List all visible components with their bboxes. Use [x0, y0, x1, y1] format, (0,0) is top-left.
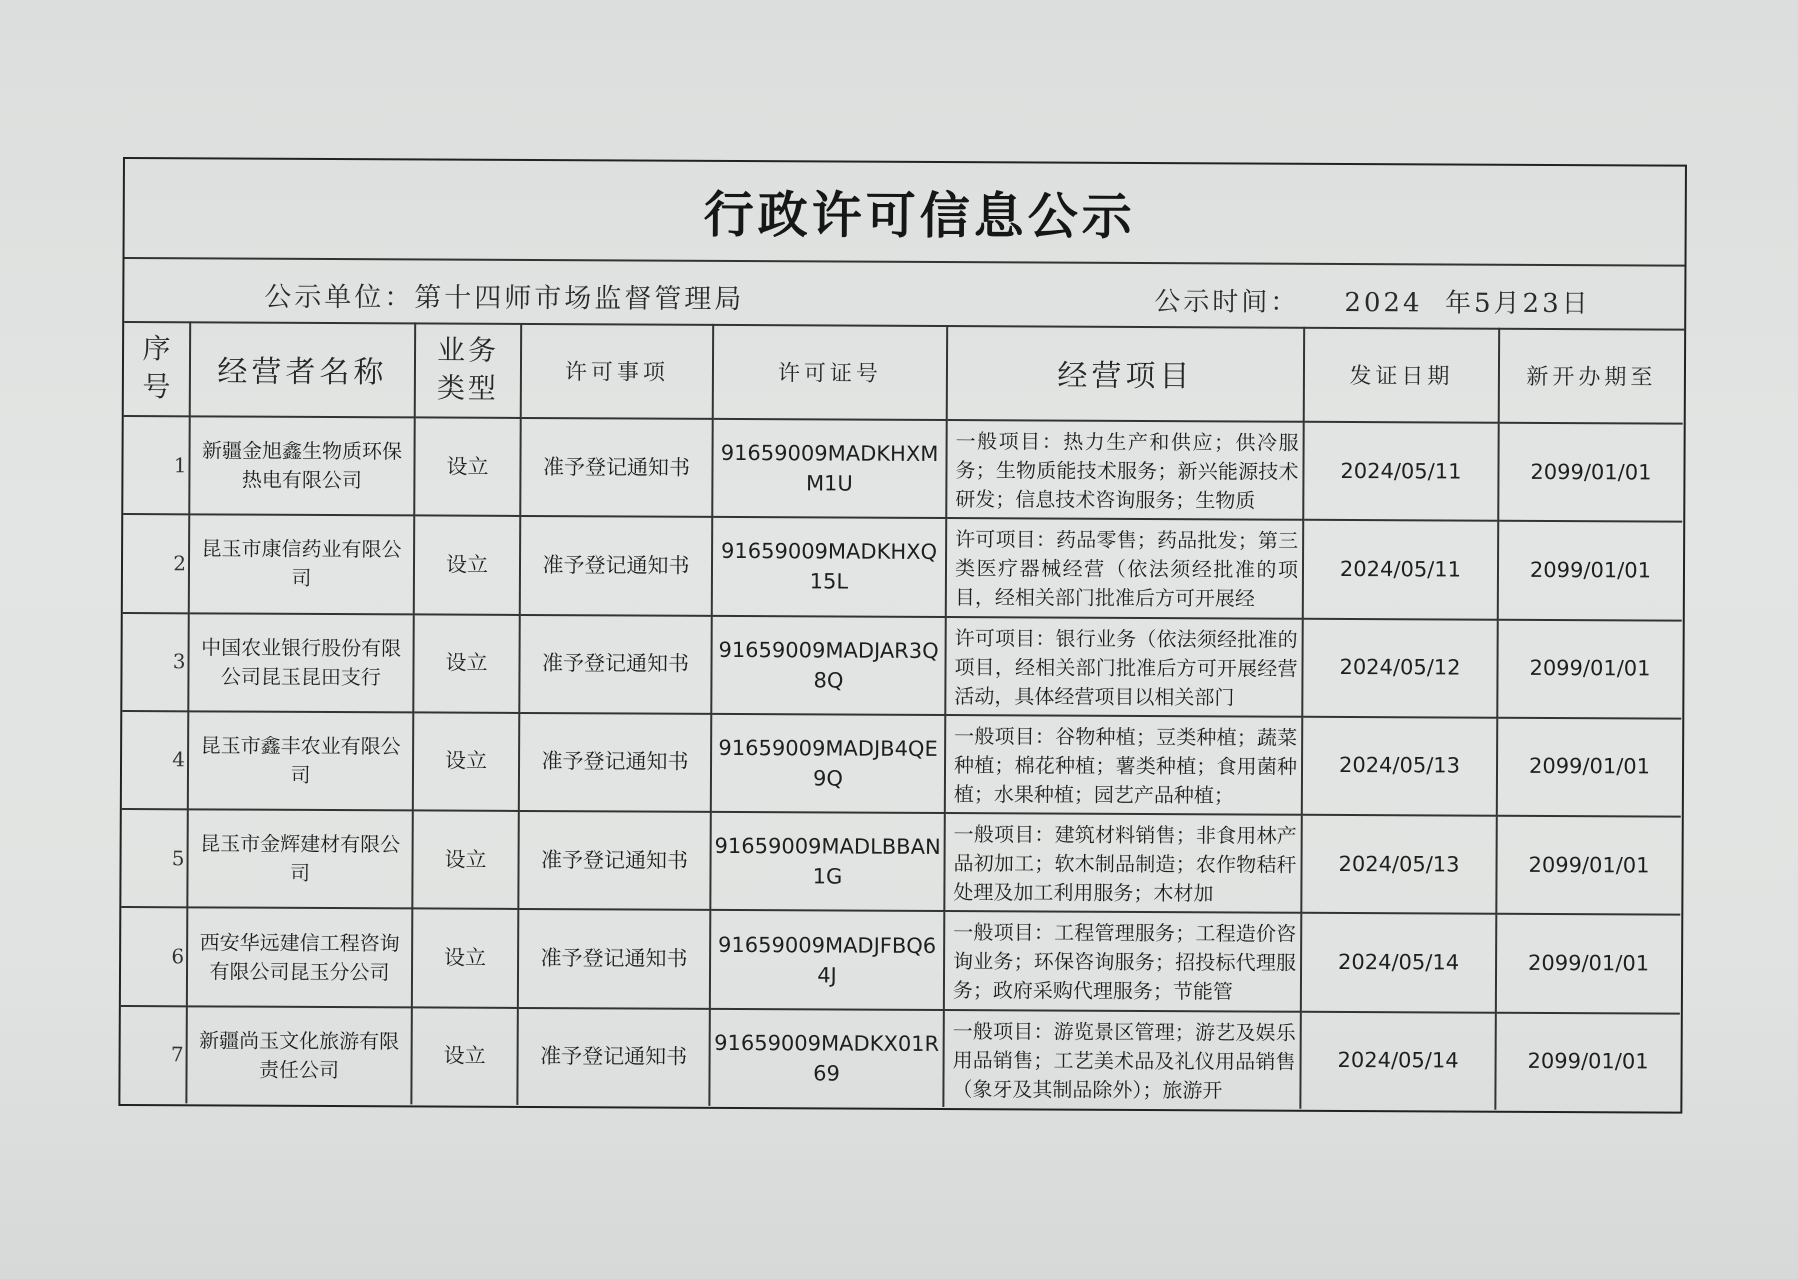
- row-seq: 3: [122, 613, 188, 712]
- header-matter: 许可事项: [521, 323, 713, 419]
- row-operator-name: 中国农业银行股份有限公司昆玉昆田支行: [188, 613, 413, 712]
- row-seq: 5: [121, 809, 187, 908]
- row-issue-date: 2024/05/14: [1300, 1011, 1495, 1109]
- table-row: [122, 711, 1681, 817]
- row-business-scope: 一般项目：热力生产和供应；供冷服务；生物质能技术服务；新兴能源技术研发；信息技术咨询服务；生物质: [946, 420, 1303, 520]
- row-business-scope: 一般项目：谷物种植；豆类种植；蔬菜种植；棉花种植；薯类种植；食用菌种植；水果种植；园艺产品种植；: [945, 715, 1302, 815]
- header-issue-date: 发证日期: [1304, 327, 1499, 423]
- row-license-number: 91659009MADJFBQ64J: [710, 910, 944, 1009]
- row-valid-to: 2099/01/01: [1498, 423, 1682, 522]
- row-issue-date: 2024/05/13: [1301, 815, 1496, 914]
- row-issue-date: 2024/05/13: [1302, 717, 1497, 816]
- row-business-type: 设立: [412, 811, 518, 910]
- header-license: 许可证号: [713, 324, 947, 420]
- row-operator-name: 昆玉市鑫丰农业有限公司: [188, 711, 413, 810]
- row-issue-date: 2024/05/14: [1301, 913, 1496, 1012]
- title-row: [125, 159, 1685, 267]
- table-row: [122, 613, 1681, 719]
- row-operator-name: 西安华远建信工程咨询有限公司昆玉分公司: [187, 908, 412, 1007]
- row-business-scope: 一般项目：工程管理服务；工程造价咨询业务；环保咨询服务；招投标代理服务；政府采购代理服务；节能管: [944, 911, 1301, 1011]
- publish-time-text: 公示时间： 2024 年5月23日: [1154, 287, 1591, 320]
- table-row: [120, 1006, 1679, 1111]
- row-business-type: 设立: [413, 614, 519, 713]
- row-business-type: 设立: [411, 1007, 517, 1105]
- info-row: [124, 257, 1684, 331]
- row-issue-date: 2024/05/12: [1302, 618, 1497, 717]
- header-seq: 序号: [124, 321, 190, 416]
- row-valid-to: 2099/01/01: [1496, 816, 1680, 915]
- row-business-type: 设立: [412, 909, 518, 1008]
- table-header-row: [124, 321, 1683, 424]
- row-license-number: 91659009MADLBBAN1G: [710, 812, 944, 911]
- row-license-number: 91659009MADKX01R69: [709, 1009, 943, 1107]
- row-permit-matter: 准予登记通知书: [518, 909, 710, 1008]
- row-business-scope: 一般项目：建筑材料销售；非食用林产品初加工；软木制品制造；农作物秸秆处理及加工利用服务；木材加: [944, 813, 1301, 913]
- row-permit-matter: 准予登记通知书: [520, 418, 712, 517]
- row-operator-name: 昆玉市金辉建材有限公司: [187, 809, 412, 908]
- row-operator-name: 新疆尚玉文化旅游有限责任公司: [186, 1006, 411, 1104]
- row-business-type: 设立: [414, 417, 520, 516]
- publisher-text: 公示单位：第十四师市场监督管理局: [264, 281, 745, 316]
- row-business-scope: 许可项目：药品零售；药品批发；第三类医疗器械经营（依法须经批准的项目，经相关部门批准后方可开展经: [946, 518, 1303, 618]
- header-type: 业务类型: [415, 322, 521, 418]
- row-license-number: 91659009MADKHXQ15L: [712, 517, 946, 616]
- row-seq: 2: [123, 514, 189, 613]
- row-license-number: 91659009MADJAR3Q8Q: [711, 615, 945, 714]
- row-business-type: 设立: [414, 516, 520, 615]
- table-row: [123, 514, 1682, 620]
- header-name: 经营者名称: [190, 321, 415, 417]
- row-permit-matter: 准予登记通知书: [518, 811, 710, 910]
- table-row: [123, 416, 1682, 522]
- row-issue-date: 2024/05/11: [1303, 422, 1498, 521]
- row-operator-name: 新疆金旭鑫生物质环保热电有限公司: [189, 416, 414, 515]
- table-row: [121, 907, 1680, 1013]
- row-license-number: 91659009MADKHXMM1U: [712, 419, 946, 518]
- row-valid-to: 2099/01/01: [1496, 914, 1680, 1013]
- table-row: [121, 809, 1680, 915]
- row-seq: 7: [120, 1006, 186, 1104]
- row-business-scope: 一般项目：游览景区管理；游艺及娱乐用品销售；工艺美术品及礼仪用品销售（象牙及其制品除外）；旅游开: [943, 1010, 1300, 1109]
- row-permit-matter: 准予登记通知书: [517, 1008, 709, 1106]
- permit-notice-sheet: [118, 157, 1687, 1114]
- row-business-type: 设立: [413, 712, 519, 811]
- row-operator-name: 昆玉市康信药业有限公司: [189, 515, 414, 614]
- row-permit-matter: 准予登记通知书: [520, 516, 712, 615]
- row-valid-to: 2099/01/01: [1495, 1012, 1679, 1110]
- row-valid-to: 2099/01/01: [1497, 619, 1681, 718]
- row-license-number: 91659009MADJB4QE9Q: [711, 714, 945, 813]
- permit-table: [120, 321, 1683, 1111]
- row-business-scope: 许可项目：银行业务（依法须经批准的项目，经相关部门批准后方可开展经营活动，具体经营项目以相关部门: [945, 617, 1302, 717]
- header-valid-to: 新开办期至: [1499, 328, 1683, 424]
- row-valid-to: 2099/01/01: [1497, 718, 1681, 817]
- page-title: 行政许可信息公示: [703, 184, 1136, 246]
- header-scope: 经营项目: [947, 325, 1304, 422]
- row-permit-matter: 准予登记通知书: [519, 615, 711, 714]
- row-permit-matter: 准予登记通知书: [519, 713, 711, 812]
- row-seq: 4: [122, 711, 188, 810]
- row-valid-to: 2099/01/01: [1498, 521, 1682, 620]
- row-seq: 1: [123, 416, 189, 515]
- row-issue-date: 2024/05/11: [1303, 520, 1498, 619]
- row-seq: 6: [121, 907, 187, 1006]
